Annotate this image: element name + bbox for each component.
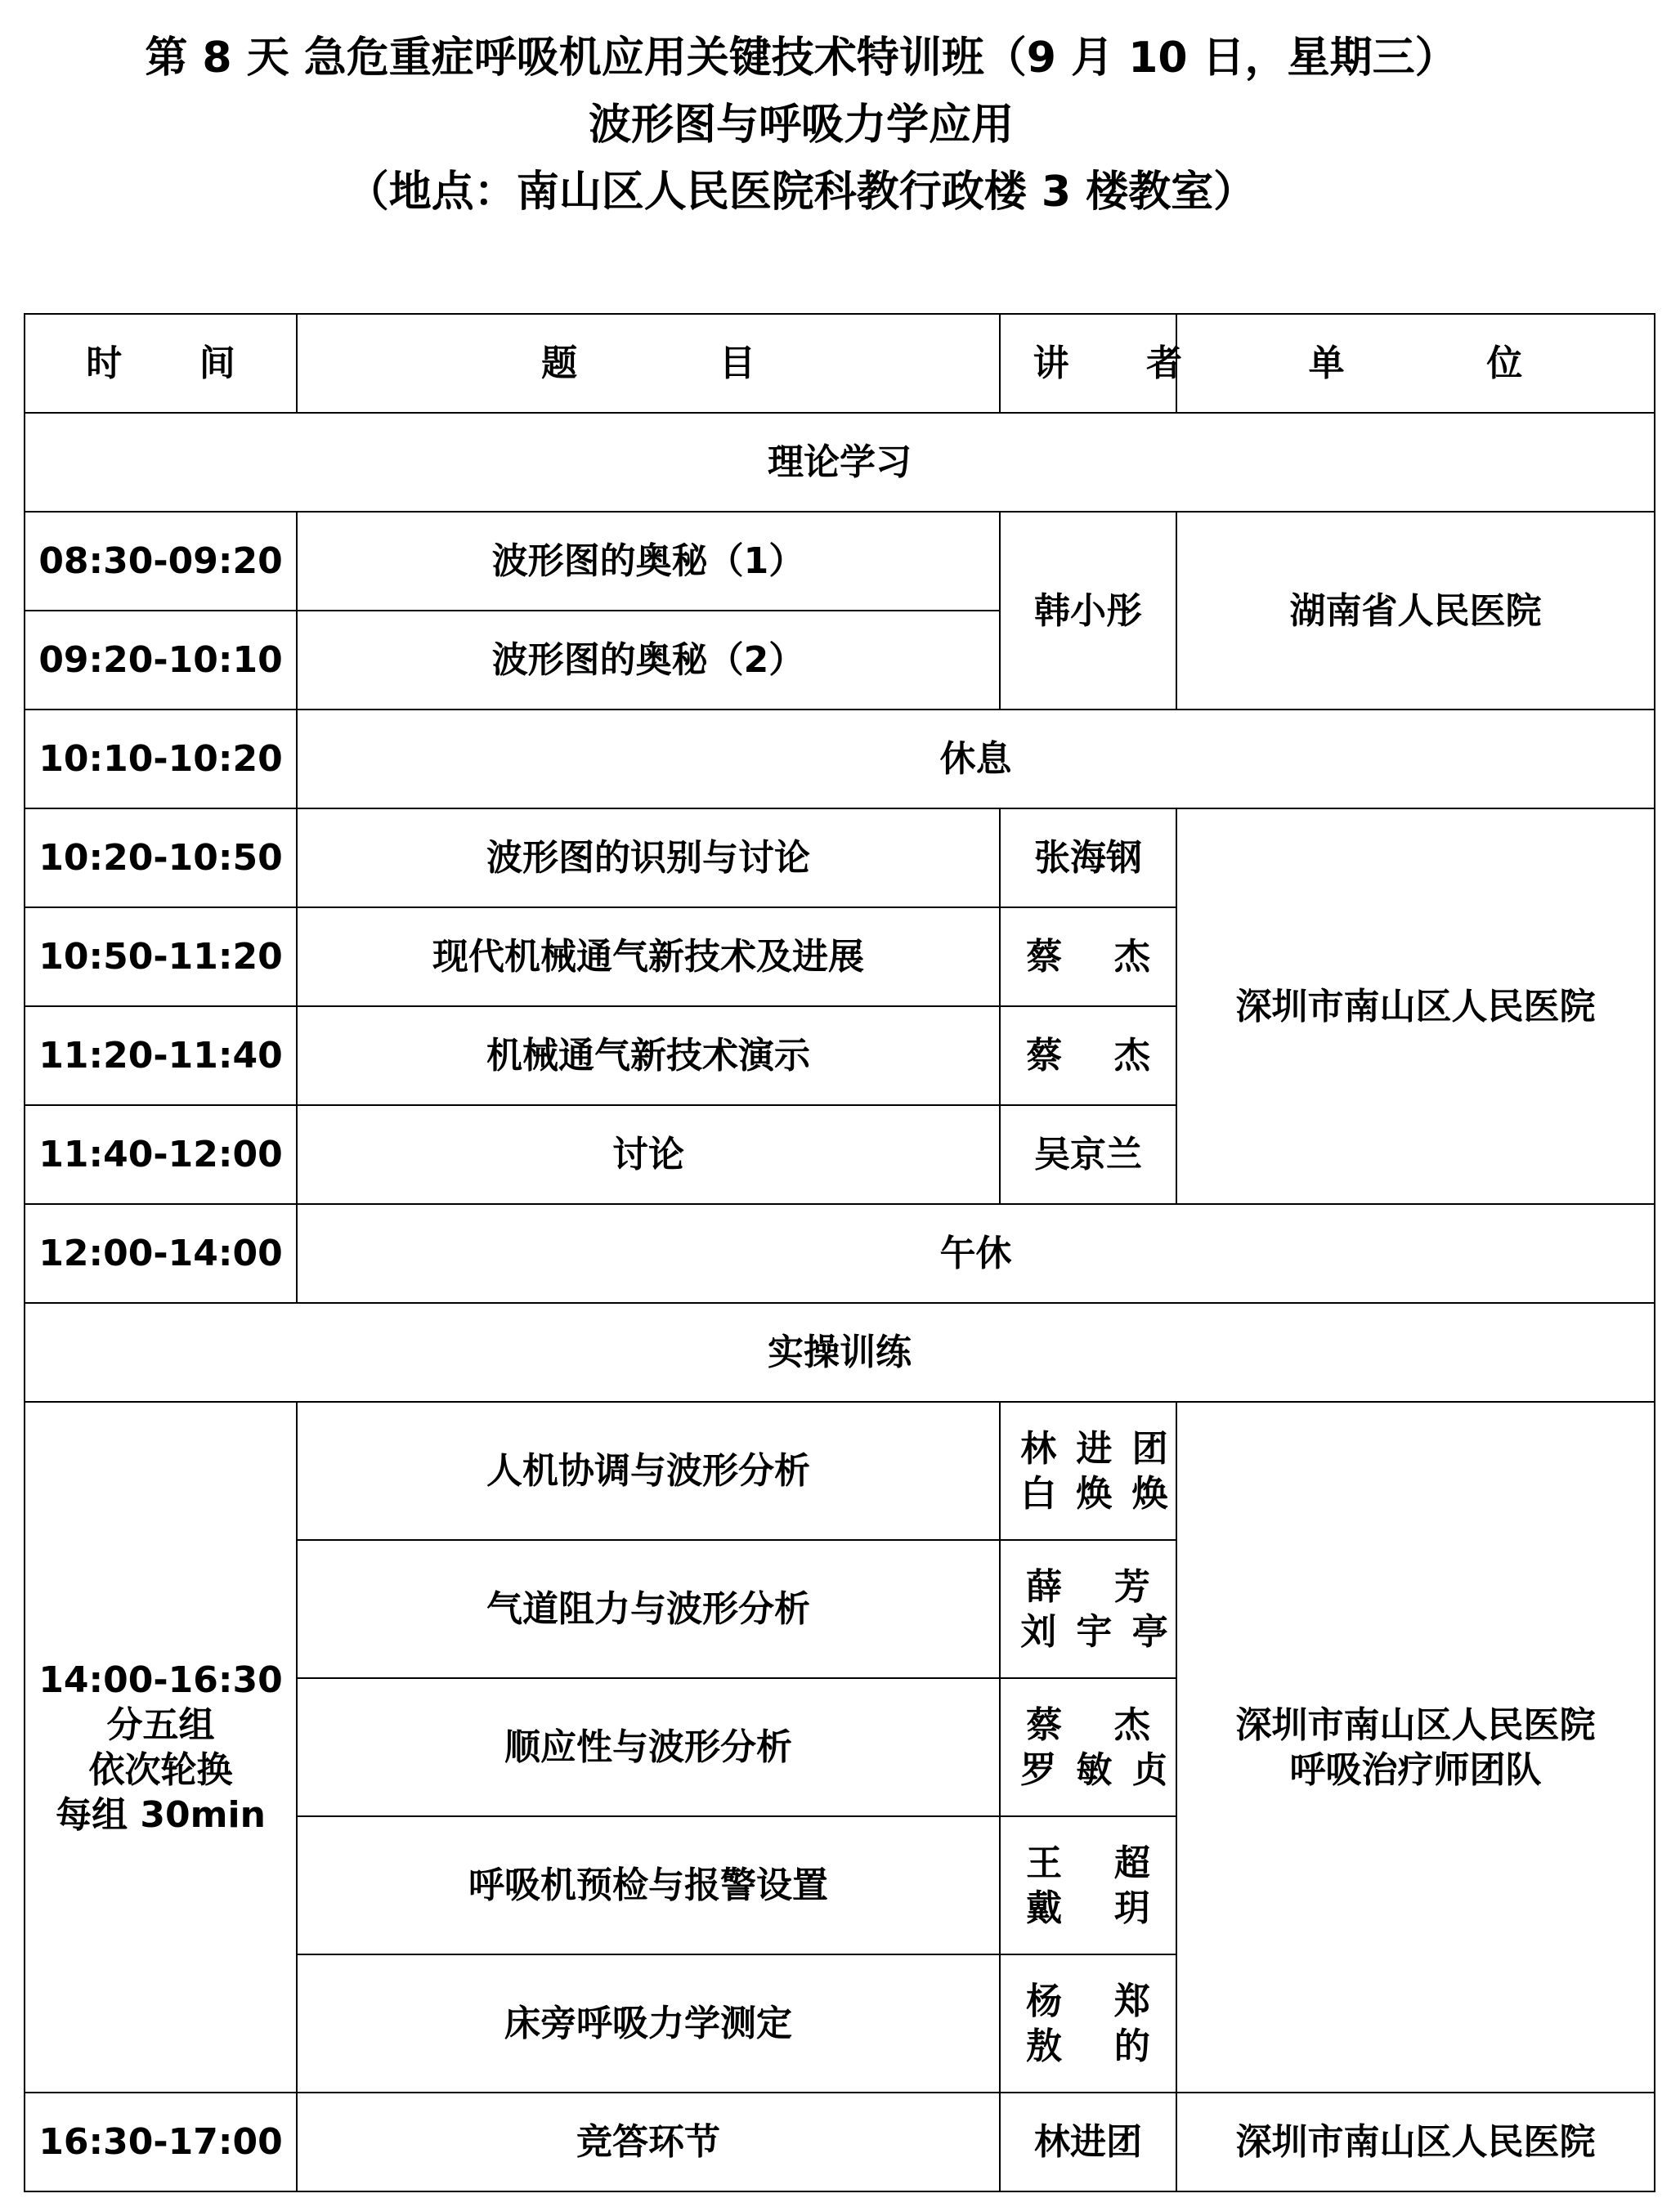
break-row (25, 710, 1655, 808)
section-title-theory: 理论学习 (25, 413, 1655, 512)
column-header-speaker: 讲 者 (1000, 314, 1176, 413)
time-cell: 08:30-09:20 (25, 512, 297, 611)
topic-cell: 气道阻力与波形分析 (297, 1540, 1000, 1678)
practice-unit-cell (1176, 1402, 1655, 2093)
speaker-name: 蔡 杰 (1026, 1035, 1171, 1077)
page-title: 第 8 天 急危重症呼吸机应用关键技术特训班（9 月 10 日，星期三） (145, 34, 1458, 83)
speaker-cell: 林进团 (1000, 2093, 1176, 2191)
table-row (25, 2093, 1655, 2191)
page-subtitle: 波形图与呼吸力学应用 (588, 101, 1014, 150)
column-header-time: 时 间 (25, 314, 297, 413)
time-cell: 10:50-11:20 (25, 907, 297, 1006)
speaker-name: 罗敏贞 (1020, 1748, 1188, 1791)
speaker-name: 戴 玥 (1026, 1887, 1171, 1929)
practice-rotation: 依次轮换 (88, 1748, 233, 1791)
speaker-cell (1000, 1954, 1176, 2093)
speaker-cell: 张海钢 (1000, 808, 1176, 907)
speaker-name: 蔡 杰 (1026, 1703, 1171, 1746)
topic-cell: 机械通气新技术演示 (297, 1006, 1000, 1105)
speaker-name: 敖 的 (1026, 2025, 1171, 2067)
break-label: 午休 (297, 1204, 1655, 1303)
time-cell: 11:40-12:00 (25, 1105, 297, 1204)
time-cell: 16:30-17:00 (25, 2093, 297, 2191)
speaker-cell (1000, 1816, 1176, 1954)
speaker-cell (1000, 907, 1176, 1006)
unit-cell: 深圳市南山区人民医院 (1176, 808, 1655, 1204)
practice-groups: 分五组 (106, 1703, 215, 1746)
column-header-unit: 单 位 (1176, 314, 1655, 413)
topic-cell: 波形图的奥秘（2） (297, 611, 1000, 710)
practice-duration: 每组 30min (56, 1793, 266, 1836)
speaker-name: 蔡 杰 (1026, 936, 1171, 978)
topic-cell: 顺应性与波形分析 (297, 1678, 1000, 1816)
speaker-cell (1000, 1006, 1176, 1105)
column-header-topic: 题 目 (297, 314, 1000, 413)
practice-time: 14:00-16:30 (38, 1659, 283, 1701)
time-cell: 10:10-10:20 (25, 710, 297, 808)
speaker-name: 刘宇亭 (1020, 1610, 1188, 1653)
topic-cell: 竞答环节 (297, 2093, 1000, 2191)
speaker-cell: 韩小彤 (1000, 512, 1176, 710)
speaker-name: 薛 芳 (1026, 1565, 1171, 1608)
time-cell: 12:00-14:00 (25, 1204, 297, 1303)
break-label: 休息 (297, 710, 1655, 808)
unit-cell: 湖南省人民医院 (1176, 512, 1655, 710)
time-cell: 09:20-10:10 (25, 611, 297, 710)
topic-cell: 波形图的识别与讨论 (297, 808, 1000, 907)
section-row-theory (25, 413, 1655, 512)
section-title-practice: 实操训练 (25, 1303, 1655, 1402)
schedule-table (24, 313, 1655, 2192)
speaker-cell (1000, 1540, 1188, 1678)
topic-cell: 现代机械通气新技术及进展 (297, 907, 1000, 1006)
speaker-name: 白焕焕 (1020, 1472, 1188, 1515)
team-name: 呼吸治疗师团队 (1289, 1748, 1542, 1791)
topic-cell: 讨论 (297, 1105, 1000, 1204)
time-cell: 11:20-11:40 (25, 1006, 297, 1105)
station-row (25, 1402, 1655, 1540)
speaker-name: 杨 郑 (1026, 1980, 1171, 2022)
speaker-cell (1000, 1402, 1188, 1540)
speaker-name: 林进团 (1020, 1427, 1188, 1470)
unit-cell: 深圳市南山区人民医院 (1176, 2093, 1655, 2191)
table-row (25, 512, 1655, 611)
unit-name: 深圳市南山区人民医院 (1235, 1703, 1596, 1746)
speaker-cell (1000, 1678, 1188, 1816)
topic-cell: 人机协调与波形分析 (297, 1402, 1000, 1540)
section-row-practice (25, 1303, 1655, 1402)
topic-cell: 床旁呼吸力学测定 (297, 1954, 1000, 2093)
time-cell: 10:20-10:50 (25, 808, 297, 907)
topic-cell: 波形图的奥秘（1） (297, 512, 1000, 611)
header-row (25, 314, 1655, 413)
topic-cell: 呼吸机预检与报警设置 (297, 1816, 1000, 1954)
location-line: （地点：南山区人民医院科教行政楼 3 楼教室） (346, 168, 1257, 217)
speaker-cell: 吴京兰 (1000, 1105, 1176, 1204)
table-row (25, 808, 1655, 907)
break-row (25, 1204, 1655, 1303)
practice-time-cell (25, 1402, 297, 2093)
speaker-name: 王 超 (1026, 1842, 1171, 1884)
